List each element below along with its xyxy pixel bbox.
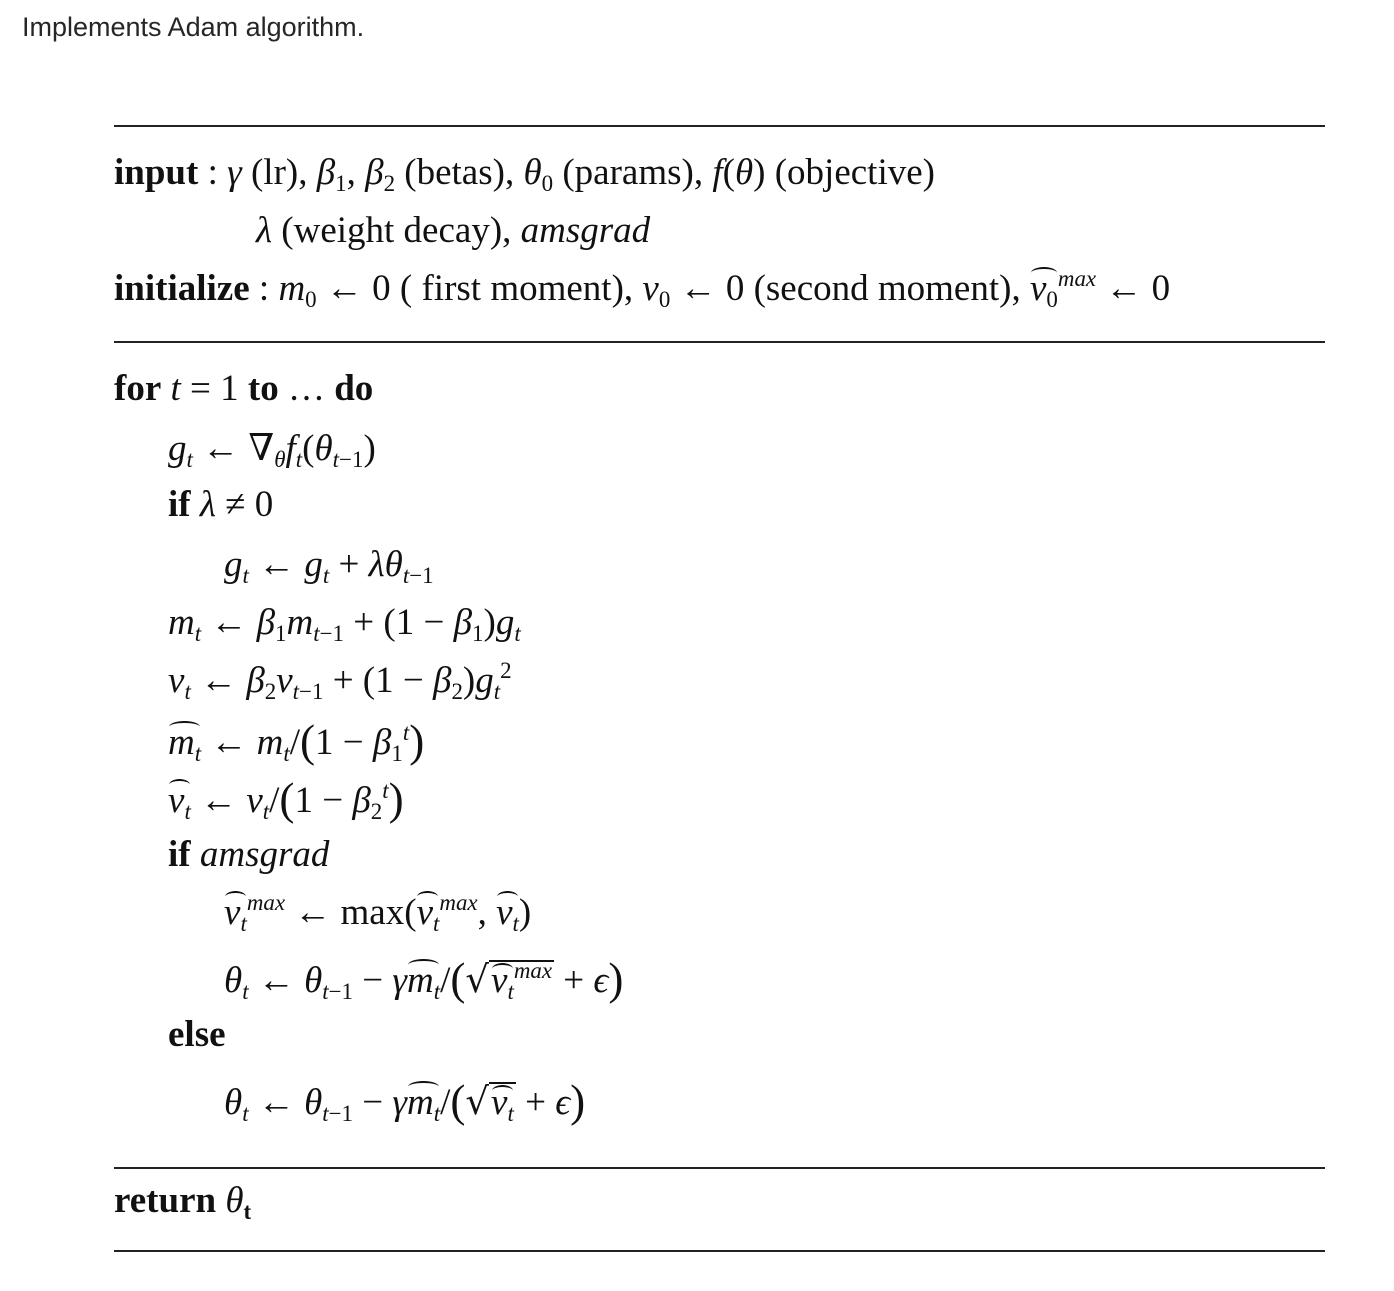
amsgrad-param-update-line: $\theta_t$ ← $\theta_{t-1} - \gamma m_t/(√v_t^{max} + \epsilon)$ [224,954,624,1005]
amsgrad-input: amsgrad [520,210,651,251]
if-keyword: if [168,484,191,525]
to-keyword: to [247,368,279,409]
first-moment-note: ( first moment) [399,268,624,309]
second-moment-update-line: $v_t$ ← $\beta_2v_{t-1} + (1 - \beta_2)g_t^2$ [168,657,512,705]
input-keyword: input [114,152,199,193]
if-weight-decay-line: if λ ≠ 0 [168,484,274,525]
top-rule [114,125,1325,127]
initialize-line: initialize : $m_0$ ← 0 ( first moment), $v_0$ ← 0 (second moment), $v_0^{max}$ ← 0 [114,265,1171,313]
max-function: max [340,892,405,933]
else-keyword: else [168,1014,226,1055]
lr-note: (lr) [250,152,299,193]
objective-note: (objective) [774,152,935,193]
if-amsgrad-keyword: if [168,834,191,875]
bias-corrected-v-line: $v_t$ ← $v_t/(1 - \beta_2^t)$ [168,774,404,825]
gradient-line: $g_t$ ← $\nabla_\theta f_t(\theta_{t-1})$ [168,428,376,473]
return-line: return $\theta_t$ [114,1180,252,1225]
if-amsgrad-line [168,832,329,878]
max-superscript: max [1057,265,1097,291]
intro-text: Implements Adam algorithm. [22,12,365,42]
second-moment-note: (second moment) [753,268,1012,309]
return-keyword: return [114,1180,217,1221]
mid-rule [114,341,1325,343]
for-keyword: for [114,368,162,409]
vmax-update-line: $v_t^{max}$ ← $\max(v_t^{max}$, $v_t$) [224,889,532,937]
bottom-mid-rule [114,1167,1325,1169]
else-line [168,1012,226,1058]
params-note: (params) [562,152,694,193]
bias-corrected-m-line: $m_t$ ← $m_t/(1 - \beta_1^t)$ [168,716,425,767]
for-line: for t = 1 to … do [114,368,374,409]
betas-note: (betas) [404,152,505,193]
weight-decay-update-line: $g_t$ ← $g_t + \lambda\theta_{t-1}$ [224,544,434,589]
param-update-line: $\theta_t$ ← $\theta_{t-1} - \gamma m_t/(√v_t + \epsilon)$ [224,1076,586,1127]
input-line: input : γ (lr), $\beta_1$, $\beta_2$ (betas), $\theta_0$ (params), f(θ) (objective) [114,152,935,197]
do-keyword: do [334,368,374,409]
amsgrad-condition: amsgrad [199,834,330,875]
input-line-2: λ (weight decay), amsgrad [256,210,651,251]
first-moment-update-line: $m_t$ ← $\beta_1m_{t-1} + (1 - \beta_1)g_t$ [168,602,521,647]
weight-decay-note: (weight decay) [281,210,503,251]
bottom-rule [114,1250,1325,1252]
initialize-keyword: initialize [114,268,250,309]
